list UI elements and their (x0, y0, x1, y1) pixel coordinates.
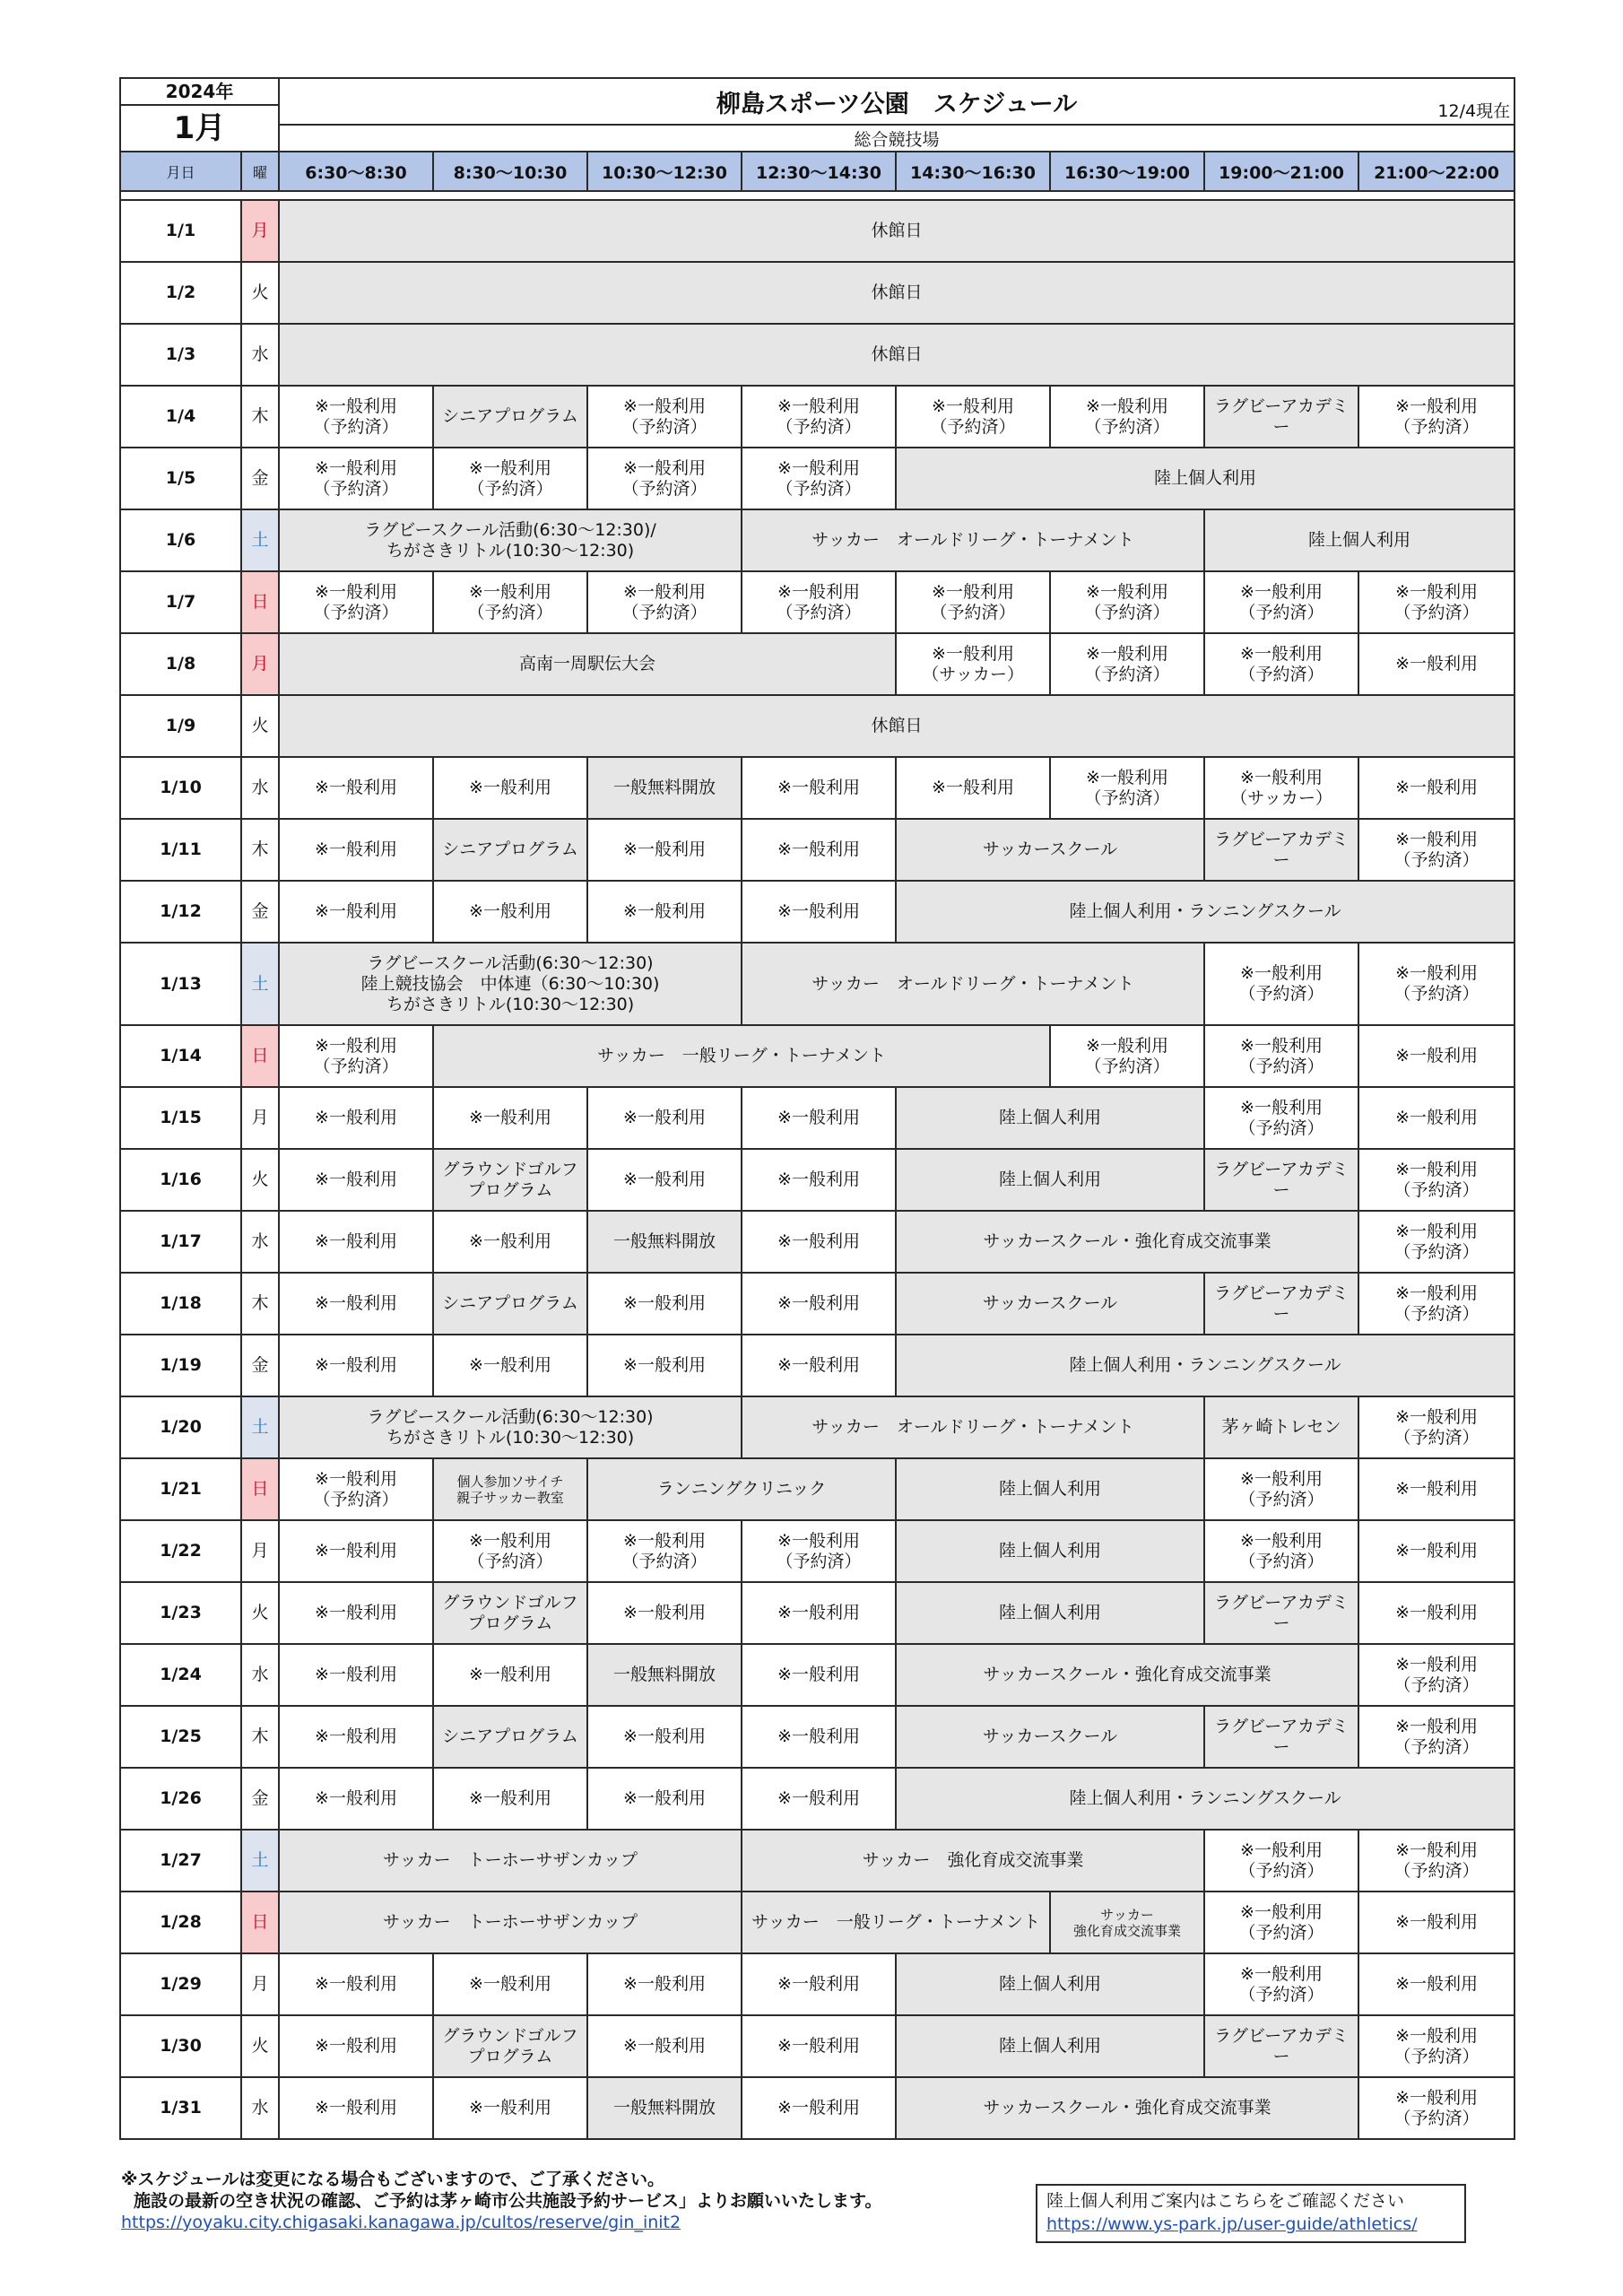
weekday-cell: 水 (241, 757, 279, 819)
schedule-cell: 高南一周駅伝大会 (279, 633, 896, 695)
schedule-cell: ※一般利用 (1358, 1520, 1515, 1582)
date-cell: 1/18 (120, 1273, 241, 1335)
schedule-cell: ※一般利用 (587, 1768, 742, 1830)
date-cell: 1/15 (120, 1087, 241, 1149)
date-cell: 1/29 (120, 1953, 241, 2015)
schedule-row (120, 1644, 1515, 1706)
schedule-cell: シニアプログラム (433, 386, 587, 448)
schedule-cell: ※一般利用 （予約済） (587, 1520, 742, 1582)
schedule-cell: ※一般利用 （予約済） (1204, 943, 1358, 1025)
schedule-row (120, 448, 1515, 509)
schedule-cell: サッカー オールドリーグ・トーナメント (742, 943, 1204, 1025)
date-cell: 1/26 (120, 1768, 241, 1830)
schedule-cell: ※一般利用 (433, 1768, 587, 1830)
column-header-slot: 12:30～14:30 (742, 152, 896, 191)
schedule-cell: ※一般利用 （予約済） (1358, 1211, 1515, 1273)
schedule-row (120, 386, 1515, 448)
schedule-cell: ※一般利用 （予約済） (1358, 2077, 1515, 2139)
footer (121, 2166, 1515, 2292)
weekday-cell: 月 (241, 200, 279, 262)
schedule-row (120, 1706, 1515, 1768)
column-header-slot: 10:30～12:30 (587, 152, 742, 191)
column-header-weekday: 曜 (241, 152, 279, 191)
schedule-cell: サッカースクール (896, 1273, 1204, 1335)
weekday-cell: 金 (241, 881, 279, 943)
schedule-cell: サッカー オールドリーグ・トーナメント (742, 1396, 1204, 1458)
schedule-cell: ※一般利用 （予約済） (279, 1458, 433, 1520)
weekday-cell: 火 (241, 1582, 279, 1644)
date-cell: 1/14 (120, 1025, 241, 1087)
date-cell: 1/28 (120, 1892, 241, 1953)
column-header-row (120, 152, 1515, 191)
athletics-info-box (1036, 2184, 1466, 2243)
schedule-cell: 陸上個人利用 (896, 2015, 1204, 2077)
schedule-cell: ラグビースクール活動(6:30～12:30) 陸上競技協会 中体連（6:30～10:30) ちがさきリトル(10:30～12:30) (279, 943, 742, 1025)
schedule-cell: ※一般利用 （予約済） (279, 386, 433, 448)
column-header-slot: 14:30～16:30 (896, 152, 1050, 191)
schedule-row (120, 1211, 1515, 1273)
schedule-cell: サッカースクール (896, 819, 1204, 881)
schedule-cell: ※一般利用 （予約済） (1358, 1273, 1515, 1335)
date-cell: 1/31 (120, 2077, 241, 2139)
schedule-row (120, 1582, 1515, 1644)
schedule-cell: ※一般利用 （予約済） (587, 448, 742, 509)
weekday-cell: 日 (241, 1025, 279, 1087)
schedule-row (120, 1768, 1515, 1830)
date-cell: 1/6 (120, 509, 241, 571)
schedule-cell: ※一般利用 (433, 881, 587, 943)
weekday-cell: 土 (241, 1396, 279, 1458)
schedule-cell: 陸上個人利用・ランニングスクール (896, 1768, 1515, 1830)
reservation-note: 施設の最新の空き状況の確認、ご予約は茅ヶ崎市公共施設予約サービス」よりお願いいたします。 (134, 2191, 882, 2211)
schedule-cell: ※一般利用 （予約済） (1204, 571, 1358, 633)
schedule-row (120, 1953, 1515, 2015)
schedule-cell: ※一般利用 （予約済） (1358, 819, 1515, 881)
schedule-change-note: ※スケジュールは変更になる場合もございますので、ご了承ください。 (121, 2170, 664, 2189)
schedule-cell: ※一般利用 (742, 1087, 896, 1149)
schedule-cell: ※一般利用 (279, 1335, 433, 1396)
schedule-row (120, 695, 1515, 757)
column-header-slot: 8:30～10:30 (433, 152, 587, 191)
schedule-row (120, 819, 1515, 881)
schedule-cell: ※一般利用 （予約済） (587, 386, 742, 448)
schedule-cell: ※一般利用 （予約済） (1050, 571, 1204, 633)
schedule-cell: ※一般利用 (742, 1706, 896, 1768)
schedule-cell: ※一般利用 (896, 757, 1050, 819)
schedule-row (120, 1149, 1515, 1211)
schedule-row (120, 262, 1515, 324)
date-cell: 1/4 (120, 386, 241, 448)
schedule-cell: ラグビーアカデミー (1204, 1582, 1358, 1644)
date-cell: 1/16 (120, 1149, 241, 1211)
schedule-row (120, 1396, 1515, 1458)
weekday-cell: 土 (241, 1830, 279, 1892)
schedule-cell: ランニングクリニック (587, 1458, 896, 1520)
schedule-cell: ※一般利用 （予約済） (1050, 386, 1204, 448)
schedule-cell: ※一般利用 （予約済） (742, 386, 896, 448)
schedule-cell: 陸上個人利用 (1204, 509, 1515, 571)
schedule-cell: グラウンドゴルフ プログラム (433, 1582, 587, 1644)
schedule-cell: ※一般利用 （予約済） (587, 571, 742, 633)
page-title (279, 78, 1515, 125)
schedule-cell: ラグビーアカデミー (1204, 386, 1358, 448)
athletics-info-text: 陸上個人利用ご案内はこちらをご確認ください (1046, 2191, 1405, 2211)
weekday-cell: 火 (241, 262, 279, 324)
schedule-cell: サッカー 強化育成交流事業 (742, 1830, 1204, 1892)
schedule-row (120, 2077, 1515, 2139)
schedule-cell: 陸上個人利用・ランニングスクール (896, 881, 1515, 943)
schedule-cell: ※一般利用 (279, 2015, 433, 2077)
schedule-cell: 一般無料開放 (587, 757, 742, 819)
schedule-cell: ※一般利用 (742, 1953, 896, 2015)
schedule-row (120, 1458, 1515, 1520)
schedule-cell: ※一般利用 （予約済） (1358, 386, 1515, 448)
schedule-cell: ※一般利用 (279, 1706, 433, 1768)
venue-label: 総合競技場 (279, 125, 1515, 152)
schedule-cell: ※一般利用 (279, 1273, 433, 1335)
schedule-row (120, 200, 1515, 262)
header-spacer (120, 191, 1515, 200)
schedule-cell: ※一般利用 （予約済） (279, 1025, 433, 1087)
schedule-cell: ※一般利用 （予約済） (1050, 757, 1204, 819)
schedule-row (120, 881, 1515, 943)
schedule-cell: ※一般利用 （予約済） (896, 386, 1050, 448)
schedule-row (120, 1025, 1515, 1087)
schedule-cell: ※一般利用 （予約済） (1050, 633, 1204, 695)
weekday-cell: 火 (241, 695, 279, 757)
date-cell: 1/24 (120, 1644, 241, 1706)
weekday-cell: 土 (241, 509, 279, 571)
schedule-cell: ※一般利用 （予約済） (433, 571, 587, 633)
schedule-row (120, 633, 1515, 695)
schedule-cell: 茅ヶ崎トレセン (1204, 1396, 1358, 1458)
schedule-cell: ※一般利用 (279, 1582, 433, 1644)
schedule-cell: ※一般利用 (587, 881, 742, 943)
schedule-cell: ※一般利用 （予約済） (742, 448, 896, 509)
schedule-row (120, 1273, 1515, 1335)
schedule-cell: 休館日 (279, 695, 1515, 757)
schedule-cell: 一般無料開放 (587, 1211, 742, 1273)
schedule-cell: ※一般利用 （予約済） (1358, 2015, 1515, 2077)
as-of-date: 12/4現在 (1437, 101, 1511, 121)
schedule-cell: 陸上個人利用・ランニングスクール (896, 1335, 1515, 1396)
schedule-cell: ※一般利用 （予約済） (1358, 571, 1515, 633)
schedule-cell: ※一般利用 （予約済） (1204, 1892, 1358, 1953)
schedule-cell: ※一般利用 （予約済） (433, 1520, 587, 1582)
schedule-cell: ※一般利用 (587, 1273, 742, 1335)
schedule-cell: ※一般利用 (742, 1768, 896, 1830)
schedule-cell: サッカースクール (896, 1706, 1204, 1768)
column-header-slot: 21:00～22:00 (1358, 152, 1515, 191)
schedule-cell: ※一般利用 (587, 1706, 742, 1768)
schedule-cell: ※一般利用 (279, 1953, 433, 2015)
schedule-cell: ラグビーアカデミー (1204, 819, 1358, 881)
schedule-cell: ※一般利用 （予約済） (896, 571, 1050, 633)
date-cell: 1/27 (120, 1830, 241, 1892)
schedule-cell: ※一般利用 (587, 1582, 742, 1644)
schedule-cell: サッカー オールドリーグ・トーナメント (742, 509, 1204, 571)
date-cell: 1/5 (120, 448, 241, 509)
weekday-cell: 水 (241, 1644, 279, 1706)
date-cell: 1/30 (120, 2015, 241, 2077)
schedule-cell: ※一般利用 (433, 1644, 587, 1706)
schedule-cell: ※一般利用 (742, 1273, 896, 1335)
schedule-cell: ラグビーアカデミー (1204, 1706, 1358, 1768)
schedule-cell: ※一般利用 (279, 1149, 433, 1211)
schedule-row (120, 1892, 1515, 1953)
schedule-table (119, 77, 1515, 2140)
schedule-cell: ※一般利用 （予約済） (1204, 633, 1358, 695)
schedule-cell: ※一般利用 (1358, 1582, 1515, 1644)
schedule-cell: サッカースクール・強化育成交流事業 (896, 1644, 1358, 1706)
schedule-cell: ラグビースクール活動(6:30～12:30)/ ちがさきリトル(10:30～12:30) (279, 509, 742, 571)
date-cell: 1/12 (120, 881, 241, 943)
schedule-cell: サッカースクール・強化育成交流事業 (896, 1211, 1358, 1273)
schedule-cell: ※一般利用 (1358, 757, 1515, 819)
schedule-cell: ラグビースクール活動(6:30～12:30) ちがさきリトル(10:30～12:30) (279, 1396, 742, 1458)
schedule-cell: 陸上個人利用 (896, 1582, 1204, 1644)
schedule-cell: サッカー 強化育成交流事業 (1050, 1892, 1204, 1953)
schedule-cell: ※一般利用 (742, 757, 896, 819)
weekday-cell: 木 (241, 1706, 279, 1768)
schedule-cell: ラグビーアカデミー (1204, 1273, 1358, 1335)
schedule-cell: ※一般利用 (742, 2077, 896, 2139)
schedule-cell: ※一般利用 (433, 1087, 587, 1149)
schedule-cell: 陸上個人利用 (896, 1087, 1204, 1149)
schedule-cell: 陸上個人利用 (896, 1458, 1204, 1520)
date-cell: 1/17 (120, 1211, 241, 1273)
schedule-cell: ※一般利用 （予約済） (1050, 1025, 1204, 1087)
weekday-cell: 水 (241, 324, 279, 386)
schedule-cell: ※一般利用 (1358, 1087, 1515, 1149)
schedule-cell: ※一般利用 (433, 757, 587, 819)
date-cell: 1/19 (120, 1335, 241, 1396)
date-cell: 1/7 (120, 571, 241, 633)
schedule-cell: ※一般利用 （予約済） (279, 448, 433, 509)
schedule-cell: シニアプログラム (433, 1273, 587, 1335)
weekday-cell: 木 (241, 1273, 279, 1335)
schedule-cell: ※一般利用 （予約済） (1358, 1830, 1515, 1892)
schedule-cell: ※一般利用 （予約済） (1358, 1149, 1515, 1211)
schedule-cell: 個人参加ソサイチ 親子サッカー教室 (433, 1458, 587, 1520)
date-cell: 1/23 (120, 1582, 241, 1644)
schedule-cell: ※一般利用 (587, 1087, 742, 1149)
schedule-row (120, 943, 1515, 1025)
weekday-cell: 日 (241, 1892, 279, 1953)
schedule-cell: 陸上個人利用 (896, 448, 1515, 509)
date-cell: 1/22 (120, 1520, 241, 1582)
date-cell: 1/20 (120, 1396, 241, 1458)
schedule-row (120, 324, 1515, 386)
schedule-row (120, 1520, 1515, 1582)
schedule-cell: ラグビーアカデミー (1204, 2015, 1358, 2077)
schedule-cell: ※一般利用 （予約済） (1204, 1087, 1358, 1149)
schedule-cell: ※一般利用 (742, 819, 896, 881)
weekday-cell: 火 (241, 2015, 279, 2077)
column-header-date: 月日 (120, 152, 241, 191)
schedule-cell: ※一般利用 （予約済） (1204, 1025, 1358, 1087)
date-cell: 1/13 (120, 943, 241, 1025)
weekday-cell: 月 (241, 1520, 279, 1582)
weekday-cell: 月 (241, 1087, 279, 1149)
schedule-cell: ※一般利用 (279, 819, 433, 881)
schedule-cell: グラウンドゴルフ プログラム (433, 1149, 587, 1211)
date-cell: 1/1 (120, 200, 241, 262)
schedule-cell: ※一般利用 (433, 1211, 587, 1273)
schedule-cell: ※一般利用 （予約済） (279, 571, 433, 633)
schedule-row (120, 757, 1515, 819)
schedule-cell: ※一般利用 (1358, 633, 1515, 695)
schedule-cell: ※一般利用 （サッカー） (1204, 757, 1358, 819)
column-header-slot: 6:30～8:30 (279, 152, 433, 191)
schedule-cell: ※一般利用 （予約済） (1204, 1830, 1358, 1892)
weekday-cell: 金 (241, 448, 279, 509)
weekday-cell: 土 (241, 943, 279, 1025)
athletics-info-link[interactable]: https://www.ys-park.jp/user-guide/athletics/ (1046, 2214, 1418, 2234)
reservation-link[interactable]: https://yoyaku.city.chigasaki.kanagawa.jp/cultos/reserve/gin_init2 (121, 2213, 681, 2232)
schedule-cell: ※一般利用 (742, 1644, 896, 1706)
schedule-cell: ※一般利用 （予約済） (742, 571, 896, 633)
schedule-row (120, 2015, 1515, 2077)
schedule-cell: ※一般利用 (587, 1953, 742, 2015)
weekday-cell: 金 (241, 1768, 279, 1830)
schedule-sheet (119, 77, 1514, 2140)
date-cell: 1/21 (120, 1458, 241, 1520)
schedule-cell: シニアプログラム (433, 819, 587, 881)
weekday-cell: 水 (241, 2077, 279, 2139)
schedule-cell: 一般無料開放 (587, 2077, 742, 2139)
column-header-slot: 16:30～19:00 (1050, 152, 1204, 191)
schedule-cell: ※一般利用 （予約済） (1204, 1458, 1358, 1520)
schedule-cell: 休館日 (279, 324, 1515, 386)
schedule-cell: ※一般利用 (279, 2077, 433, 2139)
schedule-cell: ※一般利用 （サッカー） (896, 633, 1050, 695)
schedule-cell: ※一般利用 (742, 1211, 896, 1273)
schedule-cell: ※一般利用 （予約済） (1358, 943, 1515, 1025)
schedule-row (120, 1087, 1515, 1149)
schedule-cell: ※一般利用 （予約済） (1204, 1520, 1358, 1582)
weekday-cell: 木 (241, 386, 279, 448)
schedule-cell: ※一般利用 (742, 1149, 896, 1211)
date-cell: 1/3 (120, 324, 241, 386)
weekday-cell: 月 (241, 633, 279, 695)
schedule-row (120, 571, 1515, 633)
weekday-cell: 金 (241, 1335, 279, 1396)
schedule-cell: ※一般利用 （予約済） (1204, 1953, 1358, 2015)
schedule-row (120, 1335, 1515, 1396)
title-text: 柳島スポーツ公園 スケジュール (716, 90, 1078, 118)
column-header-slot: 19:00～21:00 (1204, 152, 1358, 191)
schedule-cell: ※一般利用 (279, 1644, 433, 1706)
schedule-cell: 休館日 (279, 200, 1515, 262)
schedule-cell: ※一般利用 （予約済） (1358, 1644, 1515, 1706)
schedule-cell: ※一般利用 (587, 819, 742, 881)
weekday-cell: 水 (241, 1211, 279, 1273)
schedule-cell: ※一般利用 (587, 1149, 742, 1211)
schedule-cell: ※一般利用 （予約済） (1358, 1396, 1515, 1458)
schedule-cell: サッカー トーホーサザンカップ (279, 1830, 742, 1892)
date-cell: 1/11 (120, 819, 241, 881)
date-cell: 1/25 (120, 1706, 241, 1768)
schedule-cell: ※一般利用 (279, 1768, 433, 1830)
schedule-cell: ※一般利用 (279, 1087, 433, 1149)
date-cell: 1/8 (120, 633, 241, 695)
schedule-cell: ※一般利用 （予約済） (1358, 1706, 1515, 1768)
weekday-cell: 日 (241, 1458, 279, 1520)
year-label: 2024年 (120, 78, 279, 105)
schedule-cell: ※一般利用 (742, 2015, 896, 2077)
schedule-cell: ※一般利用 (279, 757, 433, 819)
schedule-cell: ※一般利用 (433, 2077, 587, 2139)
schedule-cell: シニアプログラム (433, 1706, 587, 1768)
schedule-cell: ※一般利用 (433, 1335, 587, 1396)
schedule-cell: 陸上個人利用 (896, 1149, 1204, 1211)
weekday-cell: 月 (241, 1953, 279, 2015)
schedule-cell: ※一般利用 （予約済） (742, 1520, 896, 1582)
weekday-cell: 木 (241, 819, 279, 881)
schedule-cell: 休館日 (279, 262, 1515, 324)
schedule-cell: ※一般利用 (742, 881, 896, 943)
schedule-cell: ※一般利用 (1358, 1892, 1515, 1953)
schedule-row (120, 509, 1515, 571)
date-cell: 1/2 (120, 262, 241, 324)
schedule-cell: サッカー 一般リーグ・トーナメント (433, 1025, 1050, 1087)
schedule-cell: ※一般利用 (1358, 1458, 1515, 1520)
schedule-cell: 一般無料開放 (587, 1644, 742, 1706)
date-cell: 1/9 (120, 695, 241, 757)
schedule-cell: 陸上個人利用 (896, 1520, 1204, 1582)
schedule-cell: ※一般利用 (587, 2015, 742, 2077)
schedule-cell: ※一般利用 (433, 1953, 587, 2015)
schedule-cell: 陸上個人利用 (896, 1953, 1204, 2015)
month-label: 1月 (120, 105, 279, 152)
schedule-cell: ※一般利用 (1358, 1025, 1515, 1087)
schedule-cell: サッカー 一般リーグ・トーナメント (742, 1892, 1050, 1953)
schedule-cell: ※一般利用 (587, 1335, 742, 1396)
schedule-cell: ※一般利用 (742, 1582, 896, 1644)
schedule-cell: グラウンドゴルフ プログラム (433, 2015, 587, 2077)
schedule-cell: ※一般利用 (279, 881, 433, 943)
schedule-cell: ※一般利用 (742, 1335, 896, 1396)
schedule-cell: サッカー トーホーサザンカップ (279, 1892, 742, 1953)
date-cell: 1/10 (120, 757, 241, 819)
weekday-cell: 火 (241, 1149, 279, 1211)
schedule-cell: ※一般利用 (279, 1520, 433, 1582)
schedule-cell: ※一般利用 (279, 1211, 433, 1273)
schedule-cell: ※一般利用 (1358, 1953, 1515, 2015)
schedule-row (120, 1830, 1515, 1892)
weekday-cell: 日 (241, 571, 279, 633)
schedule-cell: ※一般利用 （予約済） (433, 448, 587, 509)
schedule-cell: サッカースクール・強化育成交流事業 (896, 2077, 1358, 2139)
schedule-cell: ラグビーアカデミー (1204, 1149, 1358, 1211)
